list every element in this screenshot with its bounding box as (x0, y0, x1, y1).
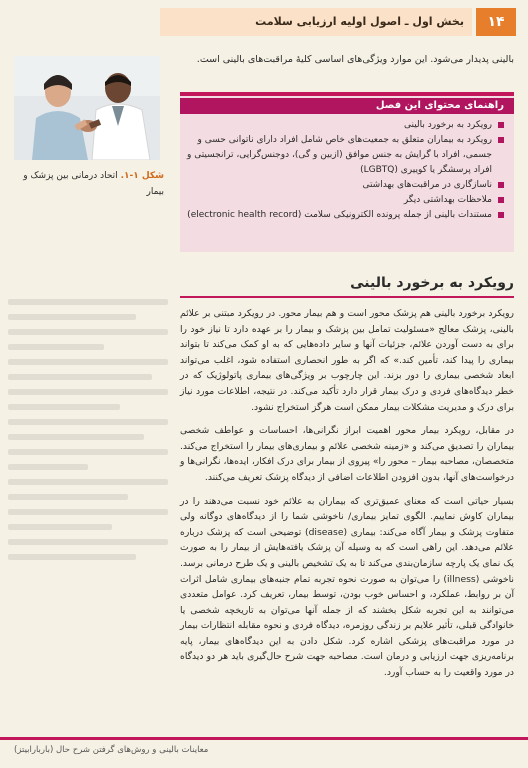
footer-book-title: معاینات بالینی و روش‌های گرفتن شرح حال (باربارابیتز) (14, 745, 209, 755)
guide-item: ملاحظات بهداشتی دیگر (186, 193, 504, 208)
chapter-title: بخش اول ـ اصول اولیه ارزیابی سلامت (160, 8, 472, 36)
paragraph: بسیار حیاتی است که معنای عمیق‌تری که بیماران به علائم خود نسبت می‌دهند را در بیماران کاوش نماییم. الگوی تمایز بیماری/ ناخوشی شما را از دیدگاه‌های دوگانه ولی متفاوت پزشک و بیمار آگاه می‌کند: بیماری (disease) توضیحی است که پزشک درباره علائم می‌دهد. این راهی است که به وسیله آن پزشک یافته‌هایش از بیمار را به صورت یک نمای یک پارچه سازمان‌بندی می‌کند تا به یک تشخیص بالینی و یک طرح درمانی برسد. ناخوشی (illness) را می‌توان به صورت نحوه تجربه تمام جنبه‌های بیماری شامل اثرات آن بر روابط، عملکرد، و احساس خوب بودن، توسط بیمار، تعریف کرد. عوامل متعددی می‌توانند به این تجربه شکل بخشند که از جمله آنها می‌توان به تاریخچه شخصی یا خانوادگی قبلی، تأثیر علایم بر زندگی روزمره، دیدگاه فردی و نحوه مقابله انتظارات بیمار در مورد مراقبت‌های پزشکی اشاره کرد. شکل دادن به این دیدگاه‌های بیمار، پایه برنامه‌ریزی جهت ارزیابی و درمان است. مصاحبه جهت شرح حال‌گیری باید هر دو دیدگاه در مورد واقعیت را به حساب آورد. (180, 495, 514, 679)
guide-item: مستندات بالینی از جمله پرونده الکترونیکی سلامت (electronic health record) (186, 208, 504, 223)
section-heading (180, 270, 514, 298)
figure-caption (14, 168, 164, 200)
guide-item: ناسازگاری در مراقبت‌های بهداشتی (186, 178, 504, 193)
intro-line: بالینی پدیدار می‌شود. این موارد ویژگی‌های اساسی کلیهٔ مراقبت‌های بالینی است. (196, 54, 514, 65)
figure-label: شکل ۱-۱. (120, 171, 164, 181)
bleed-through-text (8, 290, 168, 710)
doctor-patient-handshake-image (14, 56, 160, 160)
paragraph: در مقابل، رویکرد بیمار محور اهمیت ابراز نگرانی‌ها، احساسات و عواطف شخصی بیماران را تصدیق می‌کند و «زمینه شخصی علائم و بیماری‌های بیمار را استخراج می‌کند. متخصصان، مصاحبه بیمار – محور را» پیروی از بیمار برای درک افکار، ایده‌ها، نگرانی‌ها و درخواست‌های آنها، بدون افزودن اطلاعات اضافی از دیدگاه پزشک تعریف می‌کنند. (180, 425, 514, 483)
guide-title: راهنمای محتوای این فصل (180, 98, 514, 114)
page-header (160, 8, 516, 38)
chapter-guide-box (180, 92, 514, 252)
page-number: ۱۴ (476, 8, 516, 36)
body-text (180, 306, 514, 689)
guide-item: رویکرد به بیماران متعلق به جمعیت‌های خاص شامل افراد دارای ناتوانی حسی و جسمی، افراد با گرایش به جنس موافق (ازبین و گی)، دوجنس‌گرایی، ترانجسیتی و افراد پرسشگر یا کوییری (LGBTQ) (186, 133, 504, 178)
guide-list (180, 118, 514, 223)
guide-item: رویکرد به برخورد بالینی (186, 118, 504, 133)
section-title: رویکرد به برخورد بالینی (350, 275, 514, 291)
figure-photo (14, 56, 160, 160)
footer-rule (0, 737, 528, 740)
paragraph: رویکرد برخورد بالینی هم پزشک محور است و هم بیمار محور. در رویکرد مبتنی بر علائم بالینی، پزشک معالج «مسئولیت تمامل بین پزشک و بیمار را بر عهده دارد تا نیاز خود را برای به دست آوردن علائم، جزئیات آنها و سایر داده‌هایی که به او کمک می‌کند تا بتواند بیماری را پیدا کند، تأمین کند.» که اگر به طور انحصاری استفاده شود، اغلب می‌تواند ابعاد شخصی بیماری را دور بزند. این چارچوب بر ویژگی‌های بیماری پاتولوژیک که در خطر دیدگاه‌های فردی و درک بیمار قرار دارد تأکید می‌کند. در نتیجه، اطلاعات مورد نیاز برای درک و مدیریت مشکلات بیمار ممکن است هرگز استخراج نشود. (180, 308, 514, 413)
figure-caption-text: اتحاد درمانی بین پزشک و بیمار (23, 171, 164, 197)
